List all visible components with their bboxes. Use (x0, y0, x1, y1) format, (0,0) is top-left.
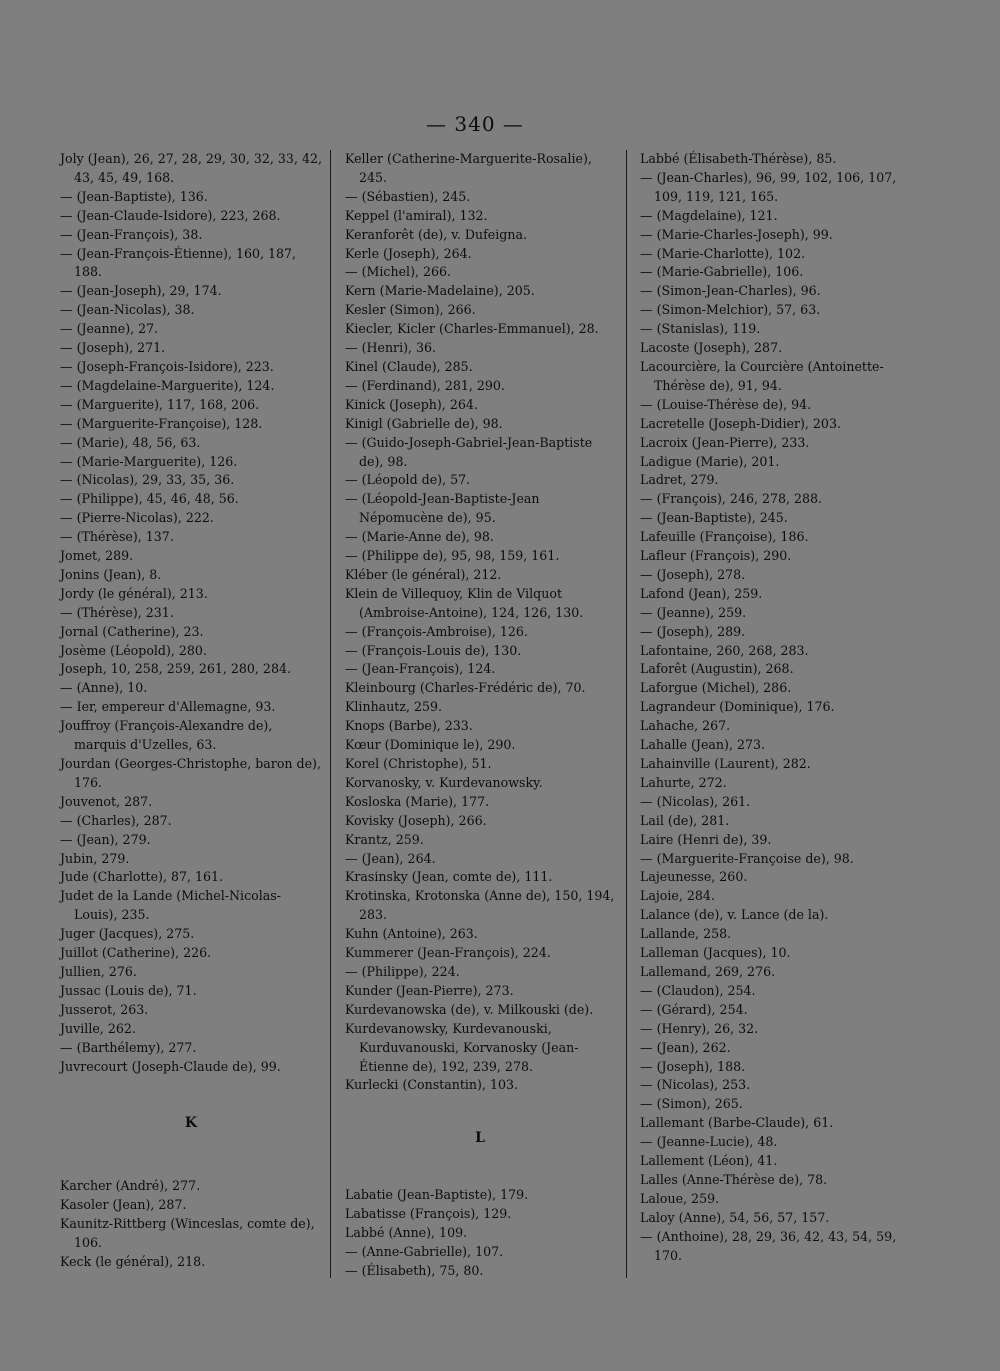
index-entry: — (Nicolas), 29, 33, 35, 36. (60, 472, 235, 488)
index-entry: — (François-Ambroise), 126. (345, 623, 528, 639)
index-entry: Lajoie, 284. (640, 888, 715, 904)
index-entry: — (Philippe), 45, 46, 48, 56. (60, 491, 239, 507)
index-entry: Lacretelle (Joseph-Didier), 203. (640, 415, 841, 431)
index-entry: Labatie (Jean-Baptiste), 179. (345, 1187, 529, 1203)
index-entry: — (Anthoine), 28, 29, 36, 42, 43, 54, 59, 170. (640, 1228, 897, 1263)
index-entry: Kinel (Claude), 285. (345, 358, 473, 374)
index-entry: Juger (Jacques), 275. (60, 926, 195, 942)
column-divider (330, 150, 331, 1278)
entry-list (640, 150, 912, 1265)
index-entry: — (Thérèse), 231. (60, 604, 174, 620)
index-entry: Ladret, 279. (640, 472, 719, 488)
index-entry: — (François-Louis de), 130. (345, 642, 522, 658)
index-entry: Joly (Jean), 26, 27, 28, 29, 30, 32, 33, 42, 43, 45, 49, 168. (60, 151, 322, 185)
index-entry: — (Marguerite-Françoise), 128. (60, 415, 263, 431)
index-entry: Klein de Villequoy, Klin de Vilquot (Ambroise-Antoine), 124, 126, 130. (345, 585, 584, 620)
index-entry: Kurdevanowsky, Kurdevanouski, Kurduvanouski, Korvanosky (Jean-Étienne de), 192, 239, 278. (345, 1020, 579, 1074)
index-entry: Jubin, 279. (60, 850, 130, 866)
index-entry: — (Jean), 262. (640, 1039, 731, 1055)
index-entry: — (Simon-Jean-Charles), 96. (640, 283, 821, 299)
index-entry: — (Sébastien), 245. (345, 188, 471, 204)
index-entry: Lajeunesse, 260. (640, 869, 748, 885)
index-entry: Laforêt (Augustin), 268. (640, 661, 794, 677)
index-entry: Krasinsky (Jean, comte de), 111. (345, 869, 553, 885)
index-entry: Lail (de), 281. (640, 812, 730, 828)
index-entry: Lallemand, 269, 276. (640, 963, 776, 979)
index-entry: Kaunitz-Rittberg (Winceslas, comte de), 106. (60, 1216, 315, 1251)
index-entry: Lafond (Jean), 259. (640, 585, 763, 601)
index-entry: — Ier, empereur d'Allemagne, 93. (60, 699, 276, 715)
index-entry: — (Simon), 265. (640, 1096, 743, 1112)
index-entry: Kleinbourg (Charles-Frédéric de), 70. (345, 680, 586, 696)
index-entry: Karcher (André), 277. (60, 1178, 201, 1194)
index-entry: — (Marie-Charles-Joseph), 99. (640, 226, 833, 242)
index-entry: Jussac (Louis de), 71. (60, 982, 197, 998)
index-entry: Josème (Léopold), 280. (60, 642, 207, 658)
index-entry: — (Anne), 10. (60, 680, 148, 696)
index-entry: — (Jean-Claude-Isidore), 223, 268. (60, 207, 281, 223)
index-entry: Jonins (Jean), 8. (60, 566, 162, 582)
index-entry: Jusserot, 263. (60, 1001, 149, 1017)
index-entry: — (Jean-François-Étienne), 160, 187, 188. (60, 245, 297, 280)
index-column-2 (345, 150, 615, 1281)
index-entry: — (Magdelaine-Marguerite), 124. (60, 377, 275, 393)
index-entry: — (Joseph), 271. (60, 340, 166, 356)
index-entry: — (Nicolas), 261. (640, 793, 751, 809)
index-entry: — (Jeanne), 259. (640, 604, 747, 620)
index-entry: — (Léopold de), 57. (345, 472, 471, 488)
entry-list (345, 1186, 615, 1281)
index-entry: — (Nicolas), 253. (640, 1077, 751, 1093)
index-entry: Jourdan (Georges-Christophe, baron de), 176. (60, 756, 321, 790)
index-entry: Ladigue (Marie), 201. (640, 453, 780, 469)
index-entry: — (Jean-Charles), 96, 99, 102, 106, 107, 109, 119, 121, 165. (640, 169, 897, 204)
index-entry: — (Jeanne-Lucie), 48. (640, 1134, 778, 1150)
index-entry: — (Léopold-Jean-Baptiste-Jean Népomucène de), 95. (345, 491, 540, 526)
index-entry: Lafleur (François), 290. (640, 548, 792, 564)
index-entry: — (Marie), 48, 56, 63. (60, 434, 201, 450)
index-column-3 (640, 150, 912, 1265)
index-entry: Judet de la Lande (Michel-Nicolas-Louis), 235. (60, 888, 281, 923)
index-entry: Juvrecourt (Joseph-Claude de), 99. (60, 1058, 281, 1074)
index-column-1 (60, 150, 322, 1272)
index-entry: — (Stanislas), 119. (640, 321, 761, 337)
index-entry: — (Guido-Joseph-Gabriel-Jean-Baptiste de), 98. (345, 434, 593, 469)
index-entry: Jordy (le général), 213. (60, 585, 208, 601)
index-entry: — (Marguerite), 117, 168, 206. (60, 396, 260, 412)
index-entry: Lalance (de), v. Lance (de la). (640, 907, 829, 923)
index-entry: Jomet, 289. (60, 548, 134, 564)
index-entry: Korvanosky, v. Kurdevanowsky. (345, 774, 543, 790)
index-entry: Krantz, 259. (345, 831, 424, 847)
index-entry: Kinigl (Gabrielle de), 98. (345, 415, 503, 431)
index-entry: — (Marie-Anne de), 98. (345, 529, 494, 545)
index-entry: Kern (Marie-Madelaine), 205. (345, 283, 535, 299)
index-entry: — (Pierre-Nicolas), 222. (60, 510, 214, 526)
index-entry: — (Joseph), 278. (640, 566, 746, 582)
index-entry: — (Louise-Thérèse de), 94. (640, 396, 812, 412)
index-entry: — (Philippe de), 95, 98, 159, 161. (345, 548, 560, 564)
index-entry: Lahurte, 272. (640, 774, 727, 790)
index-entry: — (Thérèse), 137. (60, 529, 174, 545)
index-entry: Kesler (Simon), 266. (345, 302, 476, 318)
index-entry: — (Marie-Charlotte), 102. (640, 245, 806, 261)
index-entry: — (Élisabeth), 75, 80. (345, 1262, 484, 1278)
index-entry: Lallande, 258. (640, 926, 732, 942)
letter-heading-k: K (184, 1115, 198, 1132)
index-entry: — (Jean-François), 38. (60, 226, 203, 242)
index-entry: Lalles (Anne-Thérèse de), 78. (640, 1171, 828, 1187)
index-entry: — (Philippe), 224. (345, 963, 460, 979)
index-entry: Laloy (Anne), 54, 56, 57, 157. (640, 1209, 830, 1225)
index-entry: Kunder (Jean-Pierre), 273. (345, 982, 514, 998)
index-entry: Kerle (Joseph), 264. (345, 245, 472, 261)
index-entry: — (Jean-Baptiste), 136. (60, 188, 208, 204)
index-entry: Klinhautz, 259. (345, 699, 443, 715)
index-entry: Keller (Catherine-Marguerite-Rosalie), 245. (345, 151, 592, 185)
entry-list (345, 150, 615, 1095)
index-entry: Keranforêt (de), v. Dufeigna. (345, 226, 527, 242)
index-entry: Kiecler, Kicler (Charles-Emmanuel), 28. (345, 321, 599, 337)
index-entry: Kovisky (Joseph), 266. (345, 812, 487, 828)
index-entry: — (Jean-Joseph), 29, 174. (60, 283, 222, 299)
index-entry: Kinick (Joseph), 264. (345, 396, 478, 412)
index-entry: — (Jean-François), 124. (345, 661, 496, 677)
entry-list (60, 1177, 322, 1272)
index-entry: Lalleman (Jacques), 10. (640, 945, 791, 961)
index-entry: — (Barthélemy), 277. (60, 1039, 197, 1055)
index-entry: Jude (Charlotte), 87, 161. (60, 869, 224, 885)
index-entry: Jornal (Catherine), 23. (60, 623, 204, 639)
index-entry: — (Joseph), 188. (640, 1058, 746, 1074)
index-entry: Keppel (l'amiral), 132. (345, 207, 488, 223)
index-entry: — (Anne-Gabrielle), 107. (345, 1243, 504, 1259)
index-entry: Lahalle (Jean), 273. (640, 737, 765, 753)
index-entry: — (Joseph), 289. (640, 623, 746, 639)
index-entry: Labatisse (François), 129. (345, 1206, 512, 1222)
index-entry: Korel (Christophe), 51. (345, 756, 492, 771)
index-entry: Kasoler (Jean), 287. (60, 1197, 187, 1213)
index-entry: Lafeuille (Françoise), 186. (640, 529, 809, 545)
index-entry: Laloue, 259. (640, 1190, 720, 1206)
index-entry: Kurlecki (Constantin), 103. (345, 1077, 519, 1093)
index-entry: Kummerer (Jean-François), 224. (345, 945, 551, 961)
index-entry: Jouvenot, 287. (60, 793, 153, 809)
index-entry: Lahainville (Laurent), 282. (640, 756, 811, 771)
index-entry: Krotinska, Krotonska (Anne de), 150, 194, 283. (345, 888, 615, 923)
index-entry: — (Henri), 36. (345, 340, 437, 356)
index-entry: Juillot (Catherine), 226. (60, 945, 212, 961)
index-entry: Lacroix (Jean-Pierre), 233. (640, 434, 810, 450)
index-entry: — (Jean-Nicolas), 38. (60, 302, 195, 318)
index-entry: Kuhn (Antoine), 263. (345, 926, 478, 942)
index-entry: Lafontaine, 260, 268, 283. (640, 642, 809, 658)
index-entry: Keck (le général), 218. (60, 1253, 206, 1269)
index-entry: — (Marie-Gabrielle), 106. (640, 264, 804, 280)
index-entry: — (Henry), 26, 32. (640, 1020, 759, 1036)
index-entry: Joseph, 10, 258, 259, 261, 280, 284. (60, 661, 291, 677)
index-entry: Lallement (Léon), 41. (640, 1153, 778, 1169)
index-entry: Labbé (Anne), 109. (345, 1225, 468, 1241)
index-entry: — (Ferdinand), 281, 290. (345, 377, 505, 393)
entry-list (60, 150, 322, 1076)
index-entry: — (Jean-Baptiste), 245. (640, 510, 788, 526)
index-entry: Knops (Barbe), 233. (345, 718, 473, 734)
index-entry: Kléber (le général), 212. (345, 566, 502, 582)
column-divider (626, 150, 627, 1278)
index-entry: Kurdevanowska (de), v. Milkouski (de). (345, 1001, 594, 1017)
index-entry: — (Simon-Melchior), 57, 63. (640, 302, 821, 318)
index-entry: Lallemant (Barbe-Claude), 61. (640, 1115, 834, 1131)
index-entry: — (François), 246, 278, 288. (640, 491, 823, 507)
index-entry: — (Gérard), 254. (640, 1001, 748, 1017)
page-number: — 340 — (426, 112, 524, 136)
index-entry: — (Joseph-François-Isidore), 223. (60, 358, 274, 374)
index-entry: — (Marguerite-Françoise de), 98. (640, 850, 854, 866)
index-entry: — (Jeanne), 27. (60, 321, 159, 337)
index-entry: Laforgue (Michel), 286. (640, 680, 792, 696)
index-entry: Jullien, 276. (60, 963, 137, 979)
index-entry: — (Marie-Marguerite), 126. (60, 453, 238, 469)
index-entry: — (Claudon), 254. (640, 982, 756, 998)
index-entry: — (Michel), 266. (345, 264, 452, 280)
index-entry: Juville, 262. (60, 1020, 136, 1036)
index-entry: — (Magdelaine), 121. (640, 207, 778, 223)
index-entry: — (Charles), 287. (60, 812, 172, 828)
index-entry: Laire (Henri de), 39. (640, 831, 772, 847)
index-entry: Kœur (Dominique le), 290. (345, 737, 516, 753)
index-entry: Lacoste (Joseph), 287. (640, 340, 783, 356)
letter-heading-l: L (475, 1130, 485, 1147)
index-entry: Lacourcière, la Courcière (Antoinette-Thérèse de), 91, 94. (640, 358, 884, 393)
index-entry: Lahache, 267. (640, 718, 731, 734)
index-entry: Jouffroy (François-Alexandre de), marquis d'Uzelles, 63. (60, 718, 273, 753)
index-entry: Lagrandeur (Dominique), 176. (640, 699, 835, 715)
index-entry: Labbé (Élisabeth-Thérèse), 85. (640, 151, 837, 166)
index-entry: — (Jean), 264. (345, 850, 436, 866)
index-entry: — (Jean), 279. (60, 831, 151, 847)
index-entry: Kosloska (Marie), 177. (345, 793, 490, 809)
